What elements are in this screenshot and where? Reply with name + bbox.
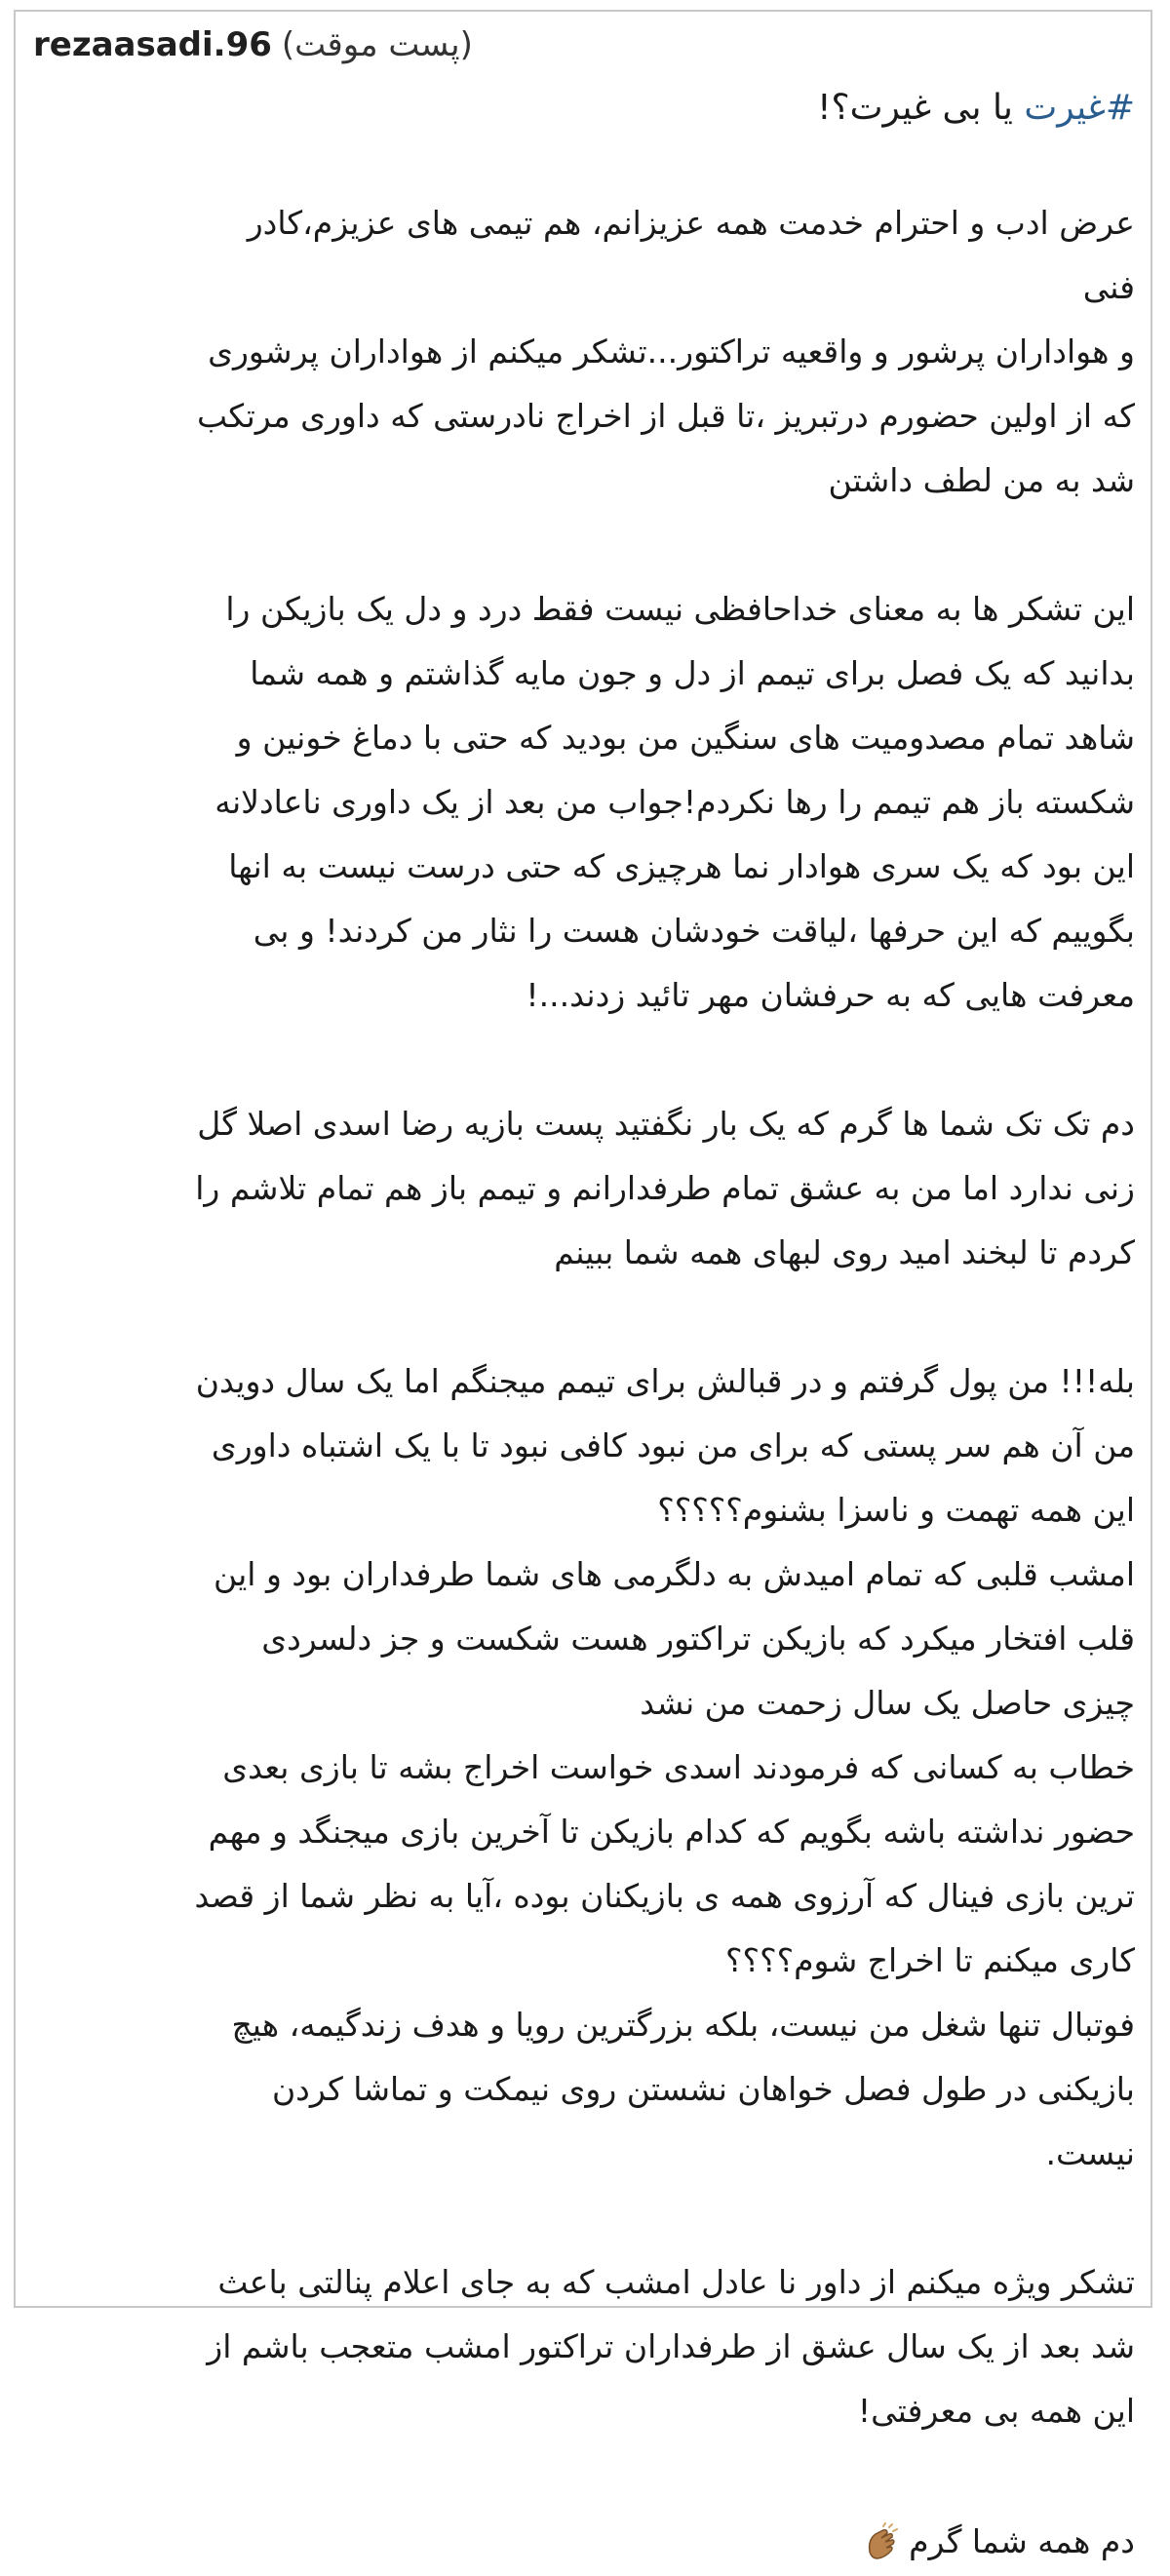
instagram-post [33, 14, 1135, 2576]
caption-line: و هواداران پرشور و واقعیه تراکتور...تشکر میکنم از هواداران پرشوری [208, 332, 1135, 371]
post-caption [33, 191, 1135, 2508]
caption-line: فوتبال تنها شغل من نیست، بلکه بزرگترین رویا و هدف زندگیمه، هیچ [231, 2006, 1135, 2044]
username[interactable]: rezaasadi.96 [33, 25, 272, 64]
caption-line: که از اولین حضورم درتبریز ،تا قبل از اخراج نادرستی که داوری مرتکب [196, 397, 1135, 435]
hashtag-link[interactable]: #غیرت [1024, 88, 1135, 128]
caption-line: معرفت هایی که به حرفشان مهر تائید زدند...! [526, 976, 1135, 1014]
caption-line: کردم تا لبخند امید روی لبهای همه شما ببینم [554, 1233, 1135, 1271]
caption-line: دم تک تک شما ها گرم که یک بار نگفتید پست بازیه رضا اسدی اصلا گل [197, 1105, 1135, 1143]
clapping-hands-icon [860, 2522, 903, 2565]
paragraph-gap [33, 1285, 1135, 1349]
caption-line: بله!!! من پول گرفتم و در قبالش برای تیمم میجنگم اما یک سال دویدن [195, 1362, 1135, 1400]
caption-line: حضور نداشته باشه بگویم که کدام بازیکن تا آخرین بازی میجنگد و مهم [208, 1813, 1135, 1851]
caption-line: بدانید که یک فصل برای تیمم از دل و جون مایه گذاشتم و همه شما [250, 654, 1135, 692]
post-title [33, 76, 1135, 140]
caption-line: این همه بی معرفتی! [857, 2392, 1135, 2430]
caption-line: شد به من لطف داشتن [828, 461, 1135, 499]
paragraph-gap [33, 2443, 1135, 2508]
caption-line: خطاب به کسانی که فرمودند اسدی خواست اخراج بشه تا بازی بعدی [222, 1748, 1135, 1786]
caption-line: امشب قلبی که تمام امیدش به دلگرمی های شما طرفداران بود و این [213, 1555, 1135, 1593]
caption-line: زنی ندارد اما من به عشق تمام طرفدارانم و تیمم باز هم تمام تلاشم را [195, 1169, 1135, 1207]
caption-line: بگوییم که این حرفها ،لیاقت خودشان هست را نثار من کردند! و بی [253, 912, 1135, 950]
post-type-label: (پست موقت) [281, 25, 473, 64]
sign-off-text: دم همه شما گرم [909, 2522, 1135, 2560]
post-header [33, 14, 1135, 76]
paragraph-gap [33, 1028, 1135, 1092]
caption-line: قلب افتخار میکرد که بازیکن تراکتور هست شکست و جز دلسردی [261, 1620, 1135, 1658]
caption-line: ترین بازی فینال که آرزوی همه ی بازیکنان بوده ،آیا به نظر شما از قصد [194, 1877, 1135, 1915]
caption-line: شکسته باز هم تیمم را رها نکردم!جواب من بعد از یک داوری ناعادلانه [214, 783, 1135, 821]
caption-line: فنی [1082, 268, 1135, 306]
caption-line: کاری میکنم تا اخراج شوم؟؟؟؟ [725, 1941, 1135, 1979]
title-text: یا بی غیرت؟! [817, 88, 1025, 128]
caption-line: بازیکنی در طول فصل خواهان نشستن روی نیمکت و تماشا کردن [271, 2070, 1135, 2108]
caption-line: من آن هم سر پستی که برای من نبود کافی نبود تا با یک اشتباه داوری [211, 1426, 1135, 1464]
caption-line: این تشکر ها به معنای خداحافظی نیست فقط درد و دل یک بازیکن را [225, 590, 1135, 628]
caption-line: عرض ادب و احترام خدمت همه عزیزانم، هم تیمی های عزیزم،کادر [247, 204, 1135, 242]
caption-line: شاهد تمام مصدومیت های سنگین من بودید که حتی با دماغ خونین و [236, 719, 1135, 757]
paragraph-gap [33, 2186, 1135, 2250]
caption-line: شد بعد از یک سال عشق از طرفداران تراکتور امشب متعجب باشم از [207, 2327, 1135, 2365]
caption-line: چیزی حاصل یک سال زحمت من نشد [640, 1684, 1135, 1722]
caption-line: این بود که یک سری هوادار نما هرچیزی که حتی درست نیست به انها [228, 847, 1135, 885]
caption-line: این همه تهمت و ناسزا بشنوم؟؟؟؟؟ [657, 1491, 1135, 1529]
sign-off [33, 2508, 1135, 2576]
caption-line: تشکر ویژه میکنم از داور نا عادل امشب که به جای اعلام پنالتی باعث [217, 2263, 1135, 2301]
paragraph-gap [33, 513, 1135, 577]
caption-line: نیست. [1045, 2134, 1135, 2172]
